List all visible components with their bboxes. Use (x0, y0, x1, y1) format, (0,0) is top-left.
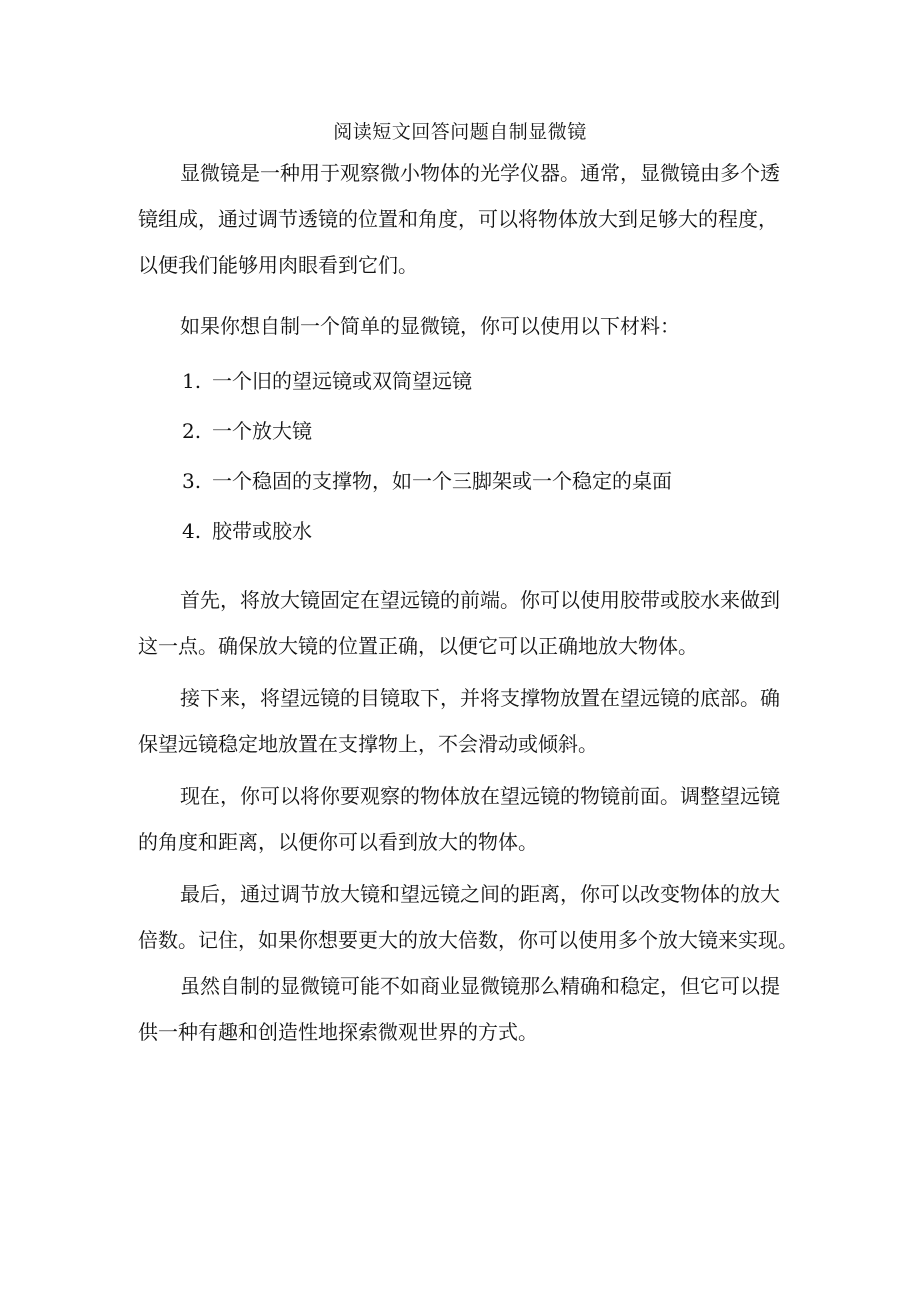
step4-line-2: 倍数。记住，如果你想要更大的放大倍数，你可以使用多个放大镜来实现。 (138, 928, 798, 952)
step3-paragraph (138, 773, 798, 865)
step1-paragraph (138, 577, 798, 669)
step1-line-1: 首先，将放大镜固定在望远镜的前端。你可以使用胶带或胶水来做到 (180, 588, 780, 612)
list-item (182, 467, 782, 495)
materials-intro: 如果你想自制一个简单的显微镜，你可以使用以下材料： (180, 314, 680, 338)
conclusion-line-2: 供一种有趣和创造性地探索微观世界的方式。 (138, 1020, 538, 1044)
list-item-text: 一个放大镜 (212, 419, 312, 443)
step4-line-1: 最后，通过调节放大镜和望远镜之间的距离，你可以改变物体的放大 (180, 882, 780, 906)
list-item (182, 517, 782, 545)
step3-line-1: 现在，你可以将你要观察的物体放在望远镜的物镜前面。调整望远镜 (180, 784, 780, 808)
list-item-number: 3. (182, 469, 202, 493)
step2-line-2: 保望远镜稳定地放置在支撑物上，不会滑动或倾斜。 (138, 732, 598, 756)
step4-paragraph (138, 871, 798, 963)
intro-line-2: 镜组成，通过调节透镜的位置和角度，可以将物体放大到足够大的程度， (138, 207, 778, 231)
intro-line-3: 以便我们能够用肉眼看到它们。 (138, 253, 418, 277)
step3-line-2: 的角度和距离，以便你可以看到放大的物体。 (138, 830, 538, 854)
intro-line-1: 显微镜是一种用于观察微小物体的光学仪器。通常，显微镜由多个透 (180, 161, 780, 185)
list-item-number: 1. (182, 369, 202, 393)
list-item-text: 胶带或胶水 (212, 519, 312, 543)
list-item (182, 367, 782, 395)
step2-line-1: 接下来，将望远镜的目镜取下，并将支撑物放置在望远镜的底部。确 (180, 686, 780, 710)
materials-intro-paragraph (138, 303, 798, 349)
conclusion-paragraph (138, 963, 798, 1055)
list-item (182, 417, 782, 445)
document-title: 阅读短文回答问题自制显微镜 (333, 121, 587, 143)
list-item-text: 一个稳固的支撑物，如一个三脚架或一个稳定的桌面 (212, 469, 672, 493)
list-item-number: 4. (182, 519, 202, 543)
list-item-number: 2. (182, 419, 202, 443)
intro-paragraph (138, 150, 798, 288)
conclusion-line-1: 虽然自制的显微镜可能不如商业显微镜那么精确和稳定，但它可以提 (180, 974, 780, 998)
step1-line-2: 这一点。确保放大镜的位置正确，以便它可以正确地放大物体。 (138, 634, 698, 658)
step2-paragraph (138, 675, 798, 767)
list-item-text: 一个旧的望远镜或双筒望远镜 (212, 369, 472, 393)
